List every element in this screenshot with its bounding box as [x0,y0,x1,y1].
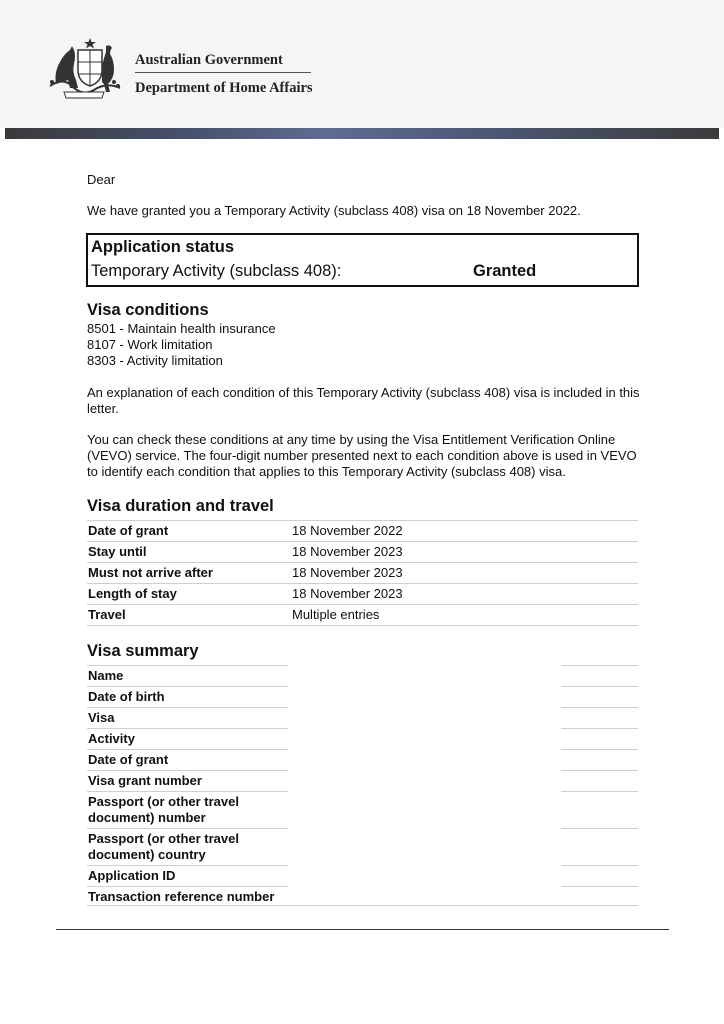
row-label: Stay until [88,544,147,559]
table-row [87,520,638,541]
table-row [87,865,638,886]
visa-summary-title: Visa summary [87,642,199,660]
grant-sentence: We have granted you a Temporary Activity (subclass 408) visa on 18 November 2022. [87,203,581,218]
application-status-value: Granted [473,262,537,280]
agency-name: Australian Government [135,52,283,68]
table-row [87,828,638,865]
table-row [87,749,638,770]
table-row [87,583,638,604]
row-value: 18 November 2023 [292,544,403,559]
table-row [87,604,638,626]
duration-travel-table [87,520,638,626]
salutation: Dear [87,172,116,187]
row-label: Name [88,668,124,683]
row-label: Transaction reference number [88,889,275,904]
summary-bottom-rule [87,905,638,906]
row-label: Application ID [88,868,176,883]
row-label: Date of grant [88,752,169,767]
table-row [87,665,638,686]
row-value: 18 November 2022 [292,523,403,538]
row-label: Length of stay [88,586,177,601]
row-label: Date of birth [88,689,165,704]
condition-item: 8501 - Maintain health insurance [87,321,276,336]
row-value: Multiple entries [292,607,380,622]
row-label: Date of grant [88,523,169,538]
vevo-info: You can check these conditions at any time by using the Visa Entitlement Verification Online (VEVO) service. The four-digit number presented next to each condition above is used in VEVO to identify each condition that applies to this Temporary Activity (subclass 408) visa. [87,432,637,479]
row-label: Travel [88,607,126,622]
footer-divider [56,929,669,930]
table-row [87,707,638,728]
condition-item: 8107 - Work limitation [87,337,213,352]
table-row [87,728,638,749]
visa-summary-table [87,665,638,907]
letterhead [0,0,724,128]
coat-of-arms-icon [44,36,124,100]
table-row [87,770,638,791]
department-name: Department of Home Affairs [135,80,313,96]
header-band [5,128,719,139]
condition-item: 8303 - Activity limitation [87,353,223,368]
table-row [87,791,638,828]
application-status-box [86,233,639,287]
row-label: Visa [88,710,115,725]
row-label: Passport (or other travel document) number [88,794,239,825]
row-label: Visa grant number [88,773,202,788]
duration-travel-title: Visa duration and travel [87,497,274,515]
row-label: Activity [88,731,135,746]
row-label: Must not arrive after [88,565,213,580]
table-row [87,562,638,583]
application-status-title: Application status [91,238,235,256]
row-value: 18 November 2023 [292,586,403,601]
row-value: 18 November 2023 [292,565,403,580]
agency-divider [135,72,311,73]
visa-conditions-title: Visa conditions [87,301,209,319]
table-row [87,686,638,707]
row-label: Passport (or other travel document) country [88,831,239,862]
application-status-item: Temporary Activity (subclass 408): [91,262,342,280]
table-row [87,541,638,562]
conditions-explanation: An explanation of each condition of this Temporary Activity (subclass 408) visa is included in this letter. [87,385,640,416]
table-row [87,886,638,907]
